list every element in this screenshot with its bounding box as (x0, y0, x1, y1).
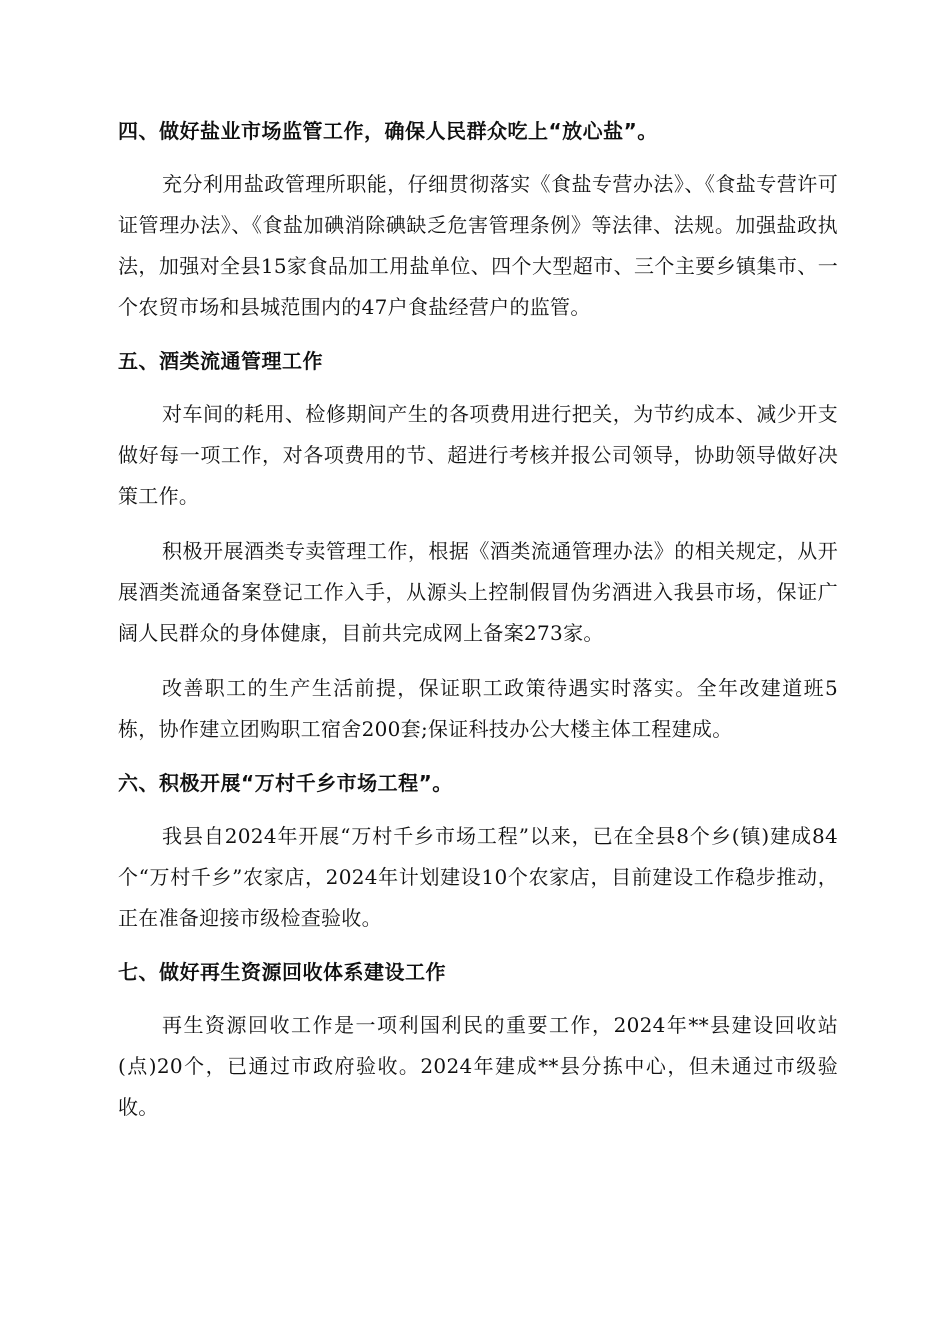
section-5-paragraph-3: 改善职工的生产生活前提，保证职工政策待遇实时落实。全年改建道班5栋，协作建立团购职工宿舍200套;保证科技办公大楼主体工程建成。 (118, 676, 838, 741)
section-5-paragraph-1: 对车间的耗用、检修期间产生的各项费用进行把关，为节约成本、减少开支做好每一项工作，对各项费用的节、超进行考核并报公司领导，协助领导做好决策工作。 (118, 402, 838, 508)
section-heading-4: 四、做好盐业市场监管工作，确保人民群众吃上“放心盐”。 (118, 119, 658, 143)
section-heading-5: 五、酒类流通管理工作 (118, 349, 323, 373)
section-heading-7: 七、做好再生资源回收体系建设工作 (118, 960, 446, 984)
section-7-paragraph-1: 再生资源回收工作是一项利国利民的重要工作，2024年**县建设回收站(点)20个，已通过市政府验收。2024年建成**县分拣中心，但未通过市级验收。 (118, 1013, 838, 1119)
section-6-paragraph-1: 我县自2024年开展“万村千乡市场工程”以来，已在全县8个乡(镇)建成84个“万村千乡”农家店，2024年计划建设10个农家店，目前建设工作稳步推动，正在准备迎接市级检查验收。 (118, 824, 838, 930)
section-4-paragraph-1: 充分利用盐政管理所职能，仔细贯彻落实《食盐专营办法》、《食盐专营许可证管理办法》、《食盐加碘消除碘缺乏危害管理条例》等法律、法规。加强盐政执法，加强对全县15家食品加工用盐单位、四个大型超市、三个主要乡镇集市、一个农贸市场和县城范围内的47户食盐经营户的监管。 (118, 172, 838, 319)
section-heading-6: 六、积极开展“万村千乡市场工程”。 (118, 771, 453, 795)
document-body (118, 112, 838, 1142)
section-5-paragraph-2: 积极开展酒类专卖管理工作，根据《酒类流通管理办法》的相关规定，从开展酒类流通备案登记工作入手，从源头上控制假冒伪劣酒进入我县市场，保证广阔人民群众的身体健康，目前共完成网上备案273家。 (118, 539, 838, 645)
